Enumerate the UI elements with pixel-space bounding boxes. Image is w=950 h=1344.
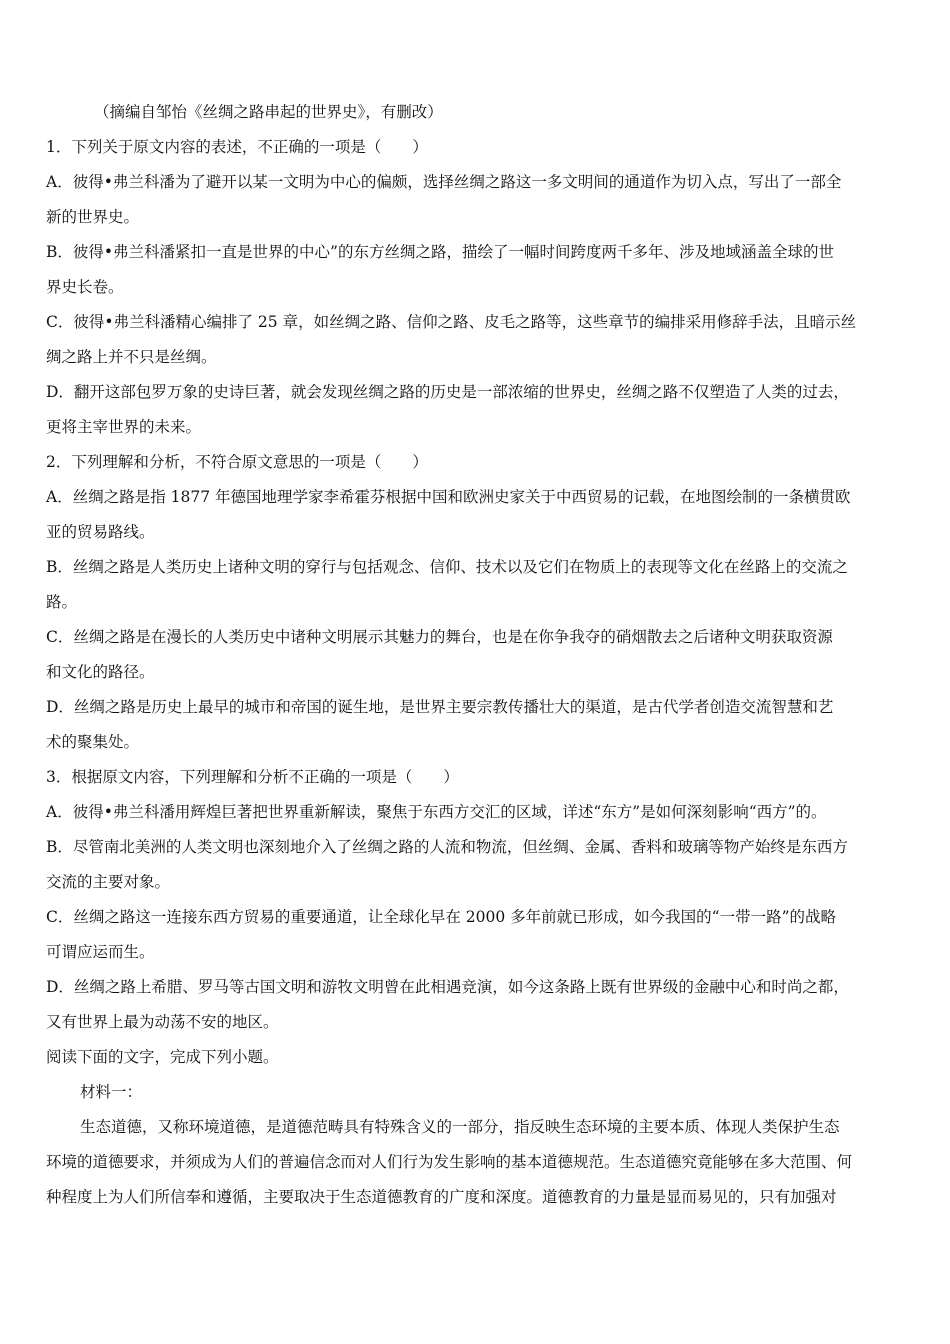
option-text-cont: 路。 <box>46 593 78 611</box>
question-1 <box>46 135 908 439</box>
material-paragraph <box>46 1115 908 1209</box>
option-b[interactable] <box>46 240 908 299</box>
source-citation: （摘编自邹怡《丝绸之路串起的世界史》，有删改） <box>94 103 443 121</box>
option-text-cont: 可谓应运而生。 <box>46 943 155 961</box>
option-text: A．彼得•弗兰科潘用辉煌巨著把世界重新解读，聚焦于东西方交汇的区域，详述“东方”是如何深刻影响“西方”的。 <box>46 803 827 821</box>
option-text: D．翻开这部包罗万象的史诗巨著，就会发现丝绸之路的历史是一部浓缩的世界史，丝绸之路不仅塑造了人类的过去， <box>46 383 849 401</box>
option-text: B．彼得•弗兰科潘紧扣一直是世界的中心”的东方丝绸之路，描绘了一幅时间跨度两千多年、涉及地域涵盖全球的世 <box>46 243 834 261</box>
option-text: B．丝绸之路是人类历史上诸种文明的穿行与包括观念、信仰、技术以及它们在物质上的表现等文化在丝路上的交流之 <box>46 558 848 576</box>
option-text: A．丝绸之路是指 1877 年德国地理学家李希霍芬根据中国和欧洲史家关于中西贸易的记载，在地图绘制的一条横贯欧 <box>46 488 851 506</box>
option-text: B．尽管南北美洲的人类文明也深刻地介入了丝绸之路的人流和物流，但丝绸、金属、香料和玻璃等物产始终是东西方 <box>46 838 848 856</box>
question-3 <box>46 765 908 1034</box>
question-stem: 1．下列关于原文内容的表述，不正确的一项是（ ） <box>46 138 428 156</box>
option-text: D．丝绸之路上希腊、罗马等古国文明和游牧文明曾在此相遇竞演，如今这条路上既有世界级的金融中心和时尚之都， <box>46 978 849 996</box>
option-a[interactable] <box>46 800 908 824</box>
option-text-cont: 交流的主要对象。 <box>46 873 171 891</box>
document-page <box>46 100 908 1220</box>
option-text-cont: 亚的贸易路线。 <box>46 523 155 541</box>
option-text: D．丝绸之路是历史上最早的城市和帝国的诞生地，是世界主要宗教传播壮大的渠道，是古代学者创造交流智慧和艺 <box>46 698 834 716</box>
option-text-cont: 术的聚集处。 <box>46 733 140 751</box>
option-text-cont: 界史长卷。 <box>46 278 124 296</box>
option-text-cont: 新的世界史。 <box>46 208 140 226</box>
option-b[interactable] <box>46 555 908 614</box>
question-stem: 3．根据原文内容，下列理解和分析不正确的一项是（ ） <box>46 768 459 786</box>
option-text: C．彼得•弗兰科潘精心编排了 25 章，如丝绸之路、信仰之路、皮毛之路等，这些章节的编排采用修辞手法，且暗示丝 <box>46 313 857 331</box>
option-d[interactable] <box>46 380 908 439</box>
option-c[interactable] <box>46 310 908 369</box>
option-b[interactable] <box>46 835 908 894</box>
option-text-cont: 绸之路上并不只是丝绸。 <box>46 348 217 366</box>
option-a[interactable] <box>46 485 908 544</box>
option-text-cont: 又有世界上最为动荡不安的地区。 <box>46 1013 279 1031</box>
paragraph-line: 环境的道德要求，并须成为人们的普遍信念而对人们行为发生影响的基本道德规范。生态道德究竟能够在多大范围、何 <box>46 1153 853 1171</box>
question-stem: 2．下列理解和分析，不符合原文意思的一项是（ ） <box>46 453 428 471</box>
option-d[interactable] <box>46 695 908 754</box>
reading-instruction: 阅读下面的文字，完成下列小题。 <box>46 1048 279 1066</box>
paragraph-line: 生态道德，又称环境道德，是道德范畴具有特殊含义的一部分，指反映生态环境的主要本质、体现人类保护生态 <box>80 1118 840 1136</box>
material-title: 材料一： <box>80 1083 143 1101</box>
option-a[interactable] <box>46 170 908 229</box>
option-text: A．彼得•弗兰科潘为了避开以某一文明为中心的偏颇，选择丝绸之路这一多文明间的通道作为切入点，写出了一部全 <box>46 173 842 191</box>
option-d[interactable] <box>46 975 908 1034</box>
option-text: C．丝绸之路这一连接东西方贸易的重要通道，让全球化早在 2000 多年前就已形成，如今我国的“一带一路”的战略 <box>46 908 837 926</box>
paragraph-line: 种程度上为人们所信奉和遵循，主要取决于生态道德教育的广度和深度。道德教育的力量是显而易见的，只有加强对 <box>46 1188 837 1206</box>
option-c[interactable] <box>46 905 908 964</box>
option-text-cont: 和文化的路径。 <box>46 663 155 681</box>
option-c[interactable] <box>46 625 908 684</box>
question-2 <box>46 450 908 754</box>
option-text: C．丝绸之路是在漫长的人类历史中诸种文明展示其魅力的舞台，也是在你争我夺的硝烟散去之后诸种文明获取资源 <box>46 628 833 646</box>
option-text-cont: 更将主宰世界的未来。 <box>46 418 202 436</box>
